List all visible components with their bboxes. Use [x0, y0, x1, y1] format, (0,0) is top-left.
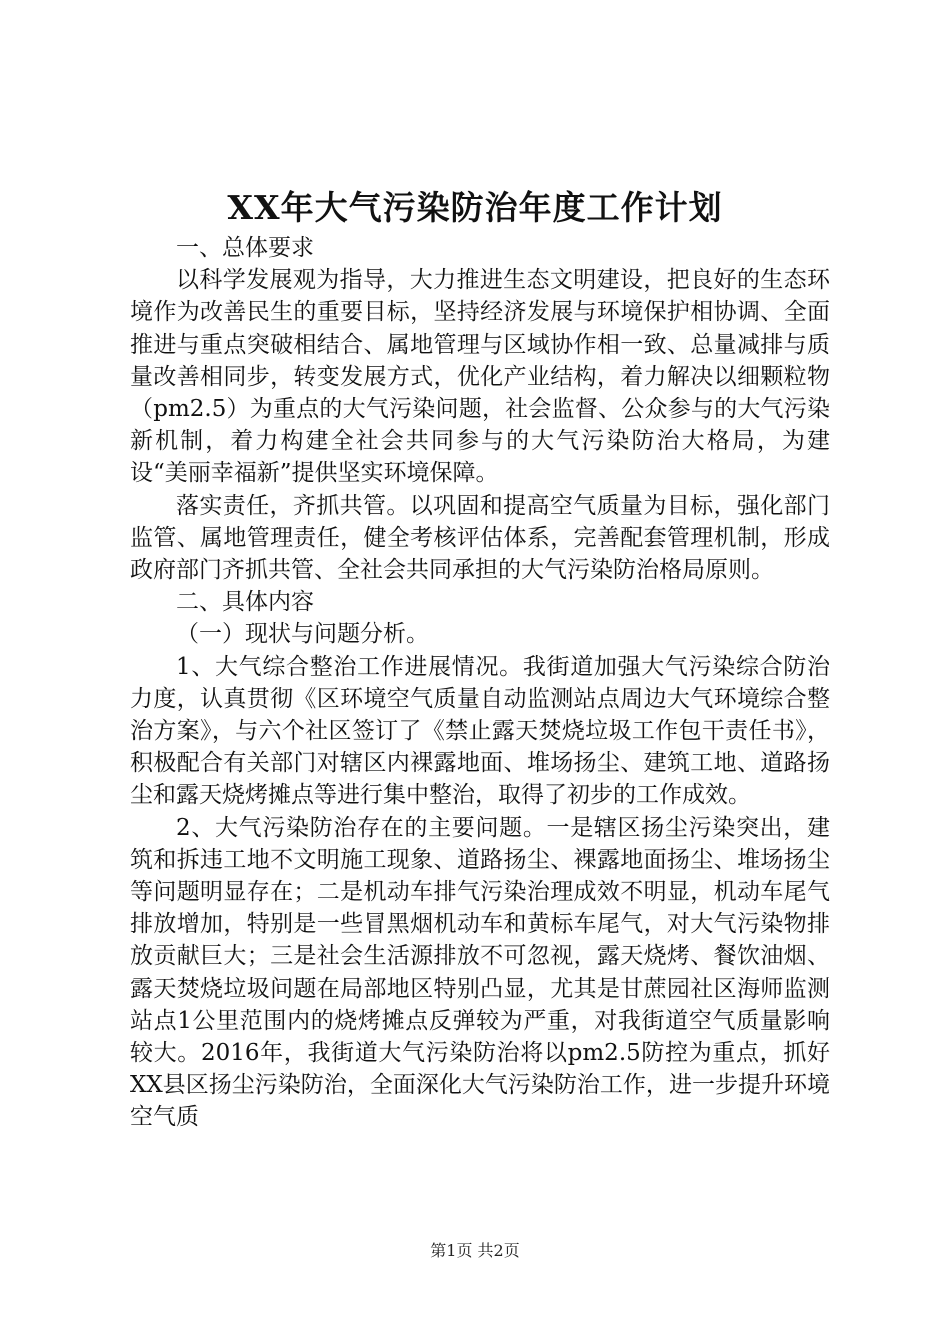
paragraph-progress: 1、大气综合整治工作进展情况。我街道加强大气污染综合防治力度，认真贯彻《区环境空气质量自动监测站点周边大气环境综合整治方案》，与六个社区签订了《禁止露天焚烧垃圾工作包干责任书》，积极配合有关部门对辖区内裸露地面、堆场扬尘、建筑工地、道路扬尘和露天烧烤摊点等进行集中整治，取得了初步的工作成效。 — [130, 653, 830, 809]
document-title: XX年大气污染防治年度工作计划 — [227, 188, 723, 227]
page-number-footer: 第1页 共2页 — [430, 1241, 520, 1260]
section-heading-specific-content: 二、具体内容 — [176, 589, 314, 616]
document-body — [130, 232, 830, 1134]
section-heading-general-requirements: 一、总体要求 — [176, 235, 314, 261]
subsection-heading-status-analysis: （一）现状与问题分析。 — [176, 621, 429, 648]
paragraph-guiding-principle: 以科学发展观为指导，大力推进生态文明建设，把良好的生态环境作为改善民生的重要目标，坚持经济发展与环境保护相协调、全面推进与重点突破相结合、属地管理与区域协作相一致、总量减排与质量改善相同步，转变发展方式，优化产业结构，着力解决以细颗粒物（pm2.5）为重点的大气污染问题，社会监督、公众参与的大气污染新机制，着力构建全社会共同参与的大气污染防治大格局，为建设“美丽幸福新”提供坚实环境保障。 — [130, 267, 830, 487]
paragraph-main-problems: 2、大气污染防治存在的主要问题。一是辖区扬尘污染突出，建筑和拆违工地不文明施工现象、道路扬尘、裸露地面扬尘、堆场扬尘等问题明显存在；二是机动车排气污染治理成效不明显，机动车尾气排放增加，特别是一些冒黑烟机动车和黄标车尾气，对大气污染物排放贡献巨大；三是社会生活源排放不可忽视，露天烧烤、餐饮油烟、露天焚烧垃圾问题在局部地区特别凸显，尤其是甘蔗园社区海师监测站点1公里范围内的烧烤摊点反弹较为严重，对我街道空气质量影响较大。2016年，我街道大气污染防治将以pm2.5防控为重点，抓好XX县区扬尘污染防治，全面深化大气污染防治工作，进一步提升环境空气质 — [130, 814, 830, 1131]
paragraph-responsibility: 落实责任，齐抓共管。以巩固和提高空气质量为目标，强化部门监管、属地管理责任，健全考核评估体系，完善配套管理机制，形成政府部门齐抓共管、全社会共同承担的大气污染防治格局原则。 — [130, 492, 830, 584]
